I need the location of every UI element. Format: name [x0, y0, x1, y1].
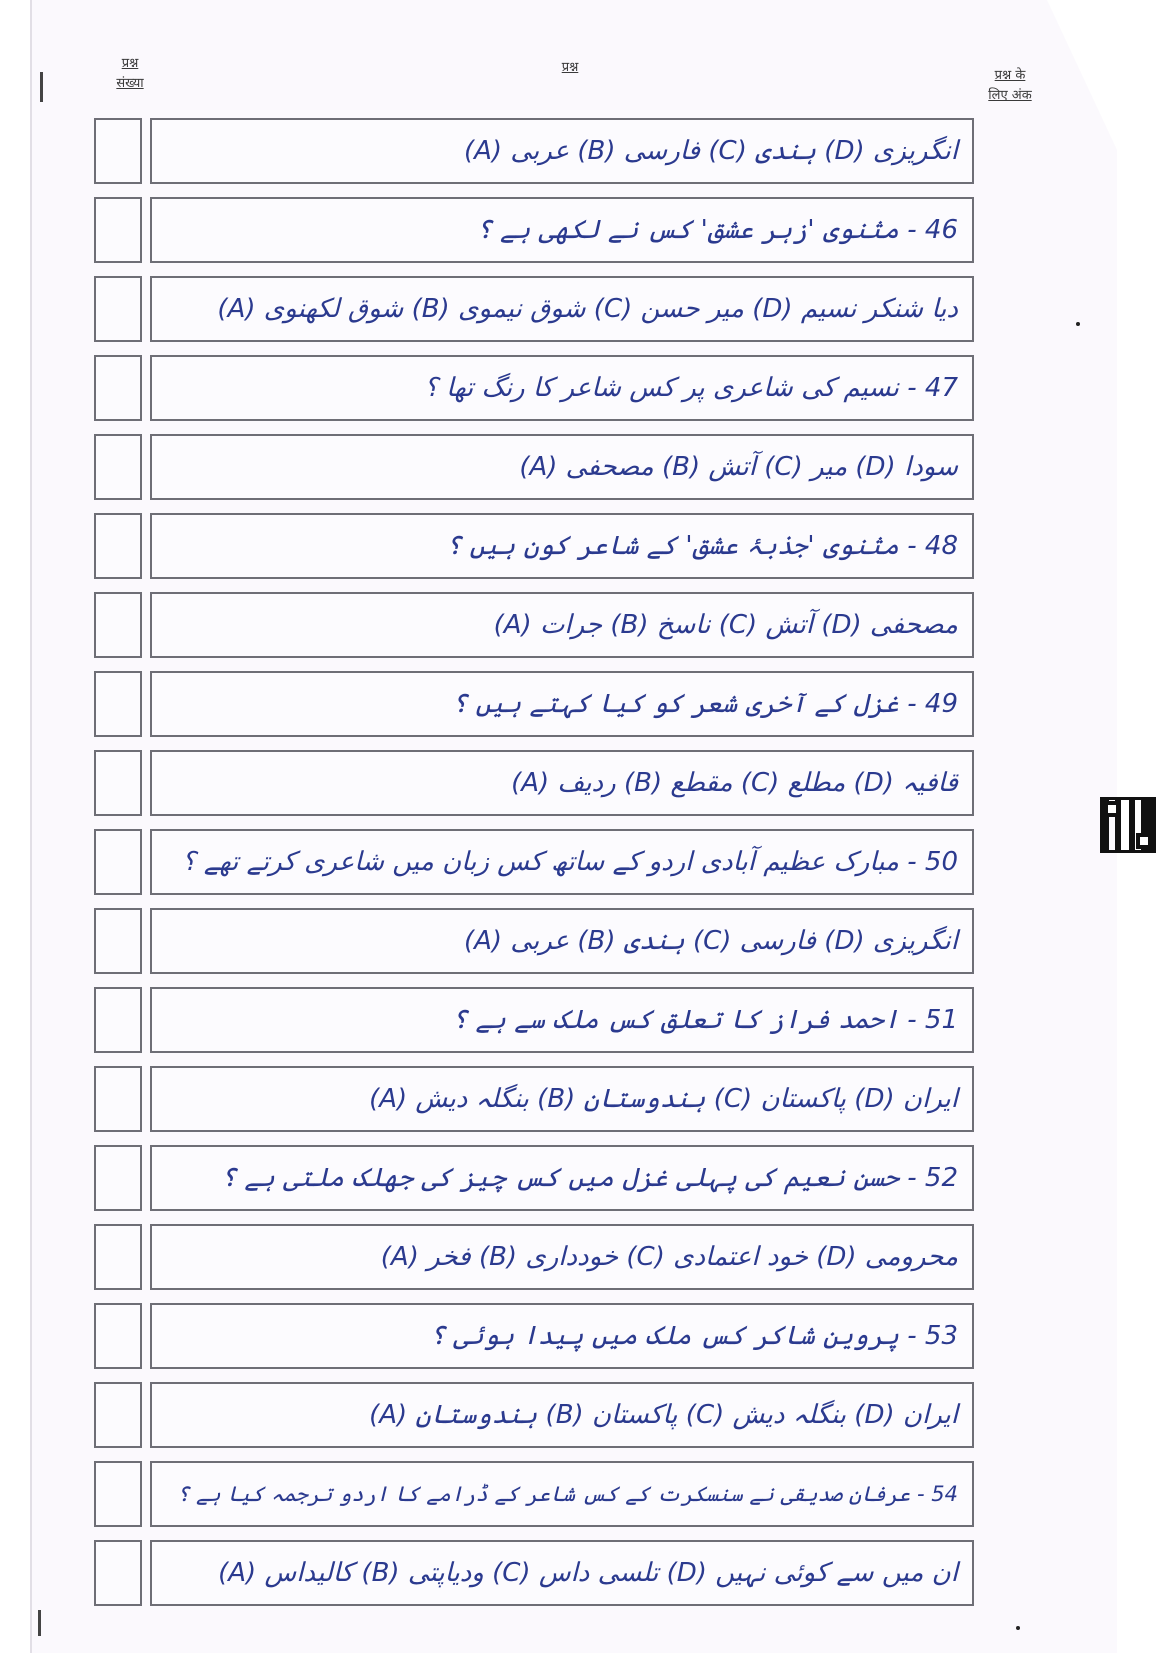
- handwritten-line: (A) عربی (B) فارسی (C) ہندی (D) انگریزی: [463, 136, 958, 166]
- table-row: [94, 592, 974, 660]
- question-cell: [150, 197, 974, 263]
- table-row: [94, 276, 974, 344]
- handwritten-line: 47 - نسیم کی شاعری پر کس شاعر کا رنگ تھا ؟: [424, 373, 958, 403]
- handwritten-line: (A) جرات (B) ناسخ (C) آتش (D) مصحفی: [493, 610, 958, 640]
- margin-mark-bottom: [38, 1610, 41, 1636]
- question-number-cell: [94, 197, 142, 263]
- question-number-cell: [94, 118, 142, 184]
- table-row: [94, 987, 974, 1055]
- question-number-cell: [94, 908, 142, 974]
- question-cell: [150, 118, 974, 184]
- table-row: [94, 829, 974, 897]
- handwritten-line: 54 - عرفان صدیقی نے سنسکرت کے کس شاعر کے ڈرامے کا اردو ترجمہ کیا ہے ؟: [177, 1482, 958, 1506]
- question-cell: [150, 1145, 974, 1211]
- question-number-cell: [94, 671, 142, 737]
- question-number-header: प्रश्न संख्या: [116, 56, 144, 91]
- table-row: [94, 118, 974, 186]
- handwritten-line: 48 - مثنوی 'جذبۂ عشق' کے شاعر کون ہیں ؟: [445, 531, 958, 561]
- question-cell: [150, 750, 974, 816]
- handwritten-line: (A) ردیف (B) مقطع (C) مطلع (D) قافیہ: [511, 768, 958, 798]
- table-row: [94, 434, 974, 502]
- question-number-cell: [94, 1540, 142, 1606]
- handwritten-line: 46 - مثنوی 'زہر عشق' کس نے لکھی ہے ؟: [476, 215, 958, 245]
- table-row: [94, 355, 974, 423]
- question-cell: [150, 1461, 974, 1527]
- handwritten-line: (A) عربی (B) ہندی (C) فارسی (D) انگریزی: [463, 926, 958, 956]
- question-number-cell: [94, 1303, 142, 1369]
- question-number-cell: [94, 355, 142, 421]
- handwritten-line: (A) فخر (B) خودداری (C) خود اعتمادی (D) محرومی: [380, 1242, 958, 1272]
- question-cell: [150, 908, 974, 974]
- question-cell: [150, 1382, 974, 1448]
- question-number-cell: [94, 1461, 142, 1527]
- question-number-cell: [94, 1382, 142, 1448]
- question-number-cell: [94, 1224, 142, 1290]
- question-cell: [150, 592, 974, 658]
- table-row: [94, 1066, 974, 1134]
- question-header: प्रश्न: [561, 60, 579, 75]
- folded-corner: [1047, 0, 1117, 150]
- table-row: [94, 1224, 974, 1292]
- question-cell: [150, 434, 974, 500]
- margin-mark: [40, 72, 43, 102]
- question-number-cell: [94, 434, 142, 500]
- handwritten-line: (A) مصحفی (B) آتش (C) میر (D) سودا: [519, 452, 958, 482]
- handwritten-line: 50 - مبارک عظیم آبادی اردو کے ساتھ کس زبان میں شاعری کرتے تھے ؟: [181, 847, 958, 877]
- handwritten-line: (A) بنگلہ دیش (B) ہندوستان (C) پاکستان (D) ایران: [369, 1084, 958, 1114]
- question-number-cell: [94, 276, 142, 342]
- question-number-cell: [94, 513, 142, 579]
- table-row: [94, 197, 974, 265]
- table-row: [94, 1461, 974, 1529]
- question-cell: [150, 671, 974, 737]
- marks-header: प्रश्न के लिए अंक: [988, 68, 1032, 103]
- handwritten-line: (A) شوق لکھنوی (B) شوق نیموی (C) میر حسن (D) دیا شنکر نسیم: [217, 294, 958, 324]
- handwritten-line: (A) کالیداس (B) ودیاپتی (C) تلسی داس (D) ان میں سے کوئی نہیں: [218, 1558, 958, 1588]
- question-cell: [150, 1540, 974, 1606]
- question-number-cell: [94, 987, 142, 1053]
- question-cell: [150, 276, 974, 342]
- table-row: [94, 1303, 974, 1371]
- question-cell: [150, 1224, 974, 1290]
- table-row: [94, 750, 974, 818]
- question-number-cell: [94, 592, 142, 658]
- speck: [1076, 322, 1080, 326]
- table-row: [94, 1540, 974, 1608]
- question-number-cell: [94, 750, 142, 816]
- question-cell: [150, 1303, 974, 1369]
- table-row: [94, 908, 974, 976]
- table-row: [94, 513, 974, 581]
- qr-code: [1100, 797, 1156, 853]
- handwritten-line: 51 - احمد فراز کا تعلق کس ملک سے ہے ؟: [452, 1005, 958, 1035]
- table-row: [94, 671, 974, 739]
- table-row: [94, 1382, 974, 1450]
- table-row: [94, 1145, 974, 1213]
- question-number-cell: [94, 829, 142, 895]
- question-cell: [150, 513, 974, 579]
- question-number-cell: [94, 1145, 142, 1211]
- handwritten-line: (A) ہندوستان (B) پاکستان (C) بنگلہ دیش (D) ایران: [369, 1400, 958, 1430]
- question-number-cell: [94, 1066, 142, 1132]
- handwritten-line: 53 - پروین شاکر کس ملک میں پیدا ہوئی ؟: [429, 1321, 958, 1351]
- handwritten-line: 49 - غزل کے آخری شعر کو کیا کہتے ہیں ؟: [452, 689, 958, 719]
- question-cell: [150, 987, 974, 1053]
- question-cell: [150, 1066, 974, 1132]
- question-cell: [150, 355, 974, 421]
- handwritten-line: 52 - حسن نعیم کی پہلی غزل میں کس چیز کی جھلک ملتی ہے ؟: [220, 1163, 958, 1193]
- question-cell: [150, 829, 974, 895]
- speck: [1016, 1626, 1020, 1630]
